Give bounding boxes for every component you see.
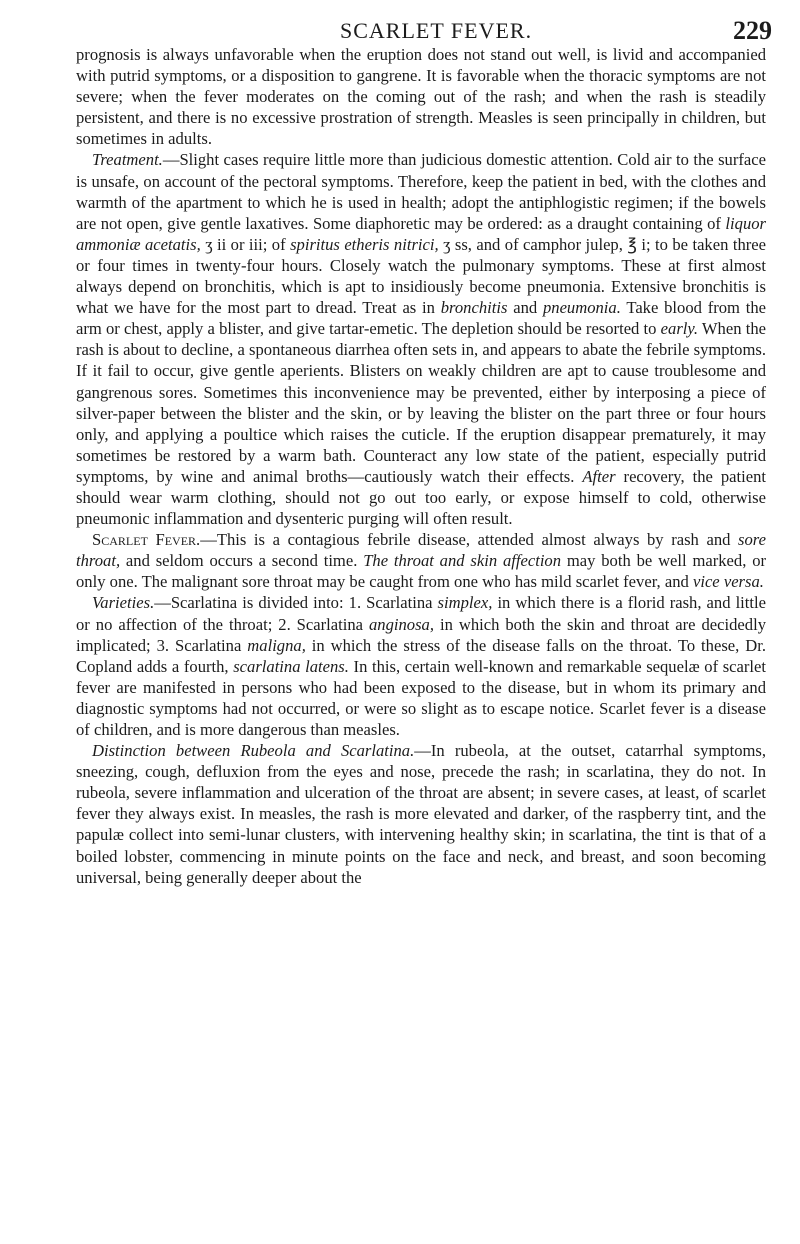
distinction-paragraph: Distinction between Rubeola and Scarlatina.—In rubeola, at the outset, catarrhal symptoms, sneezing, cough, defluxion from the eyes and nose, precede the rash; in scarlatina, they do not. In rubeola, severe inflammation and ulceration of the throat are absent; in severe cases, at least, of scarlet fever they always exist. In measles, the rash is more elevated and darker, of the raspberry tint, and the papulæ collect into semi-lunar clusters, with intervening healthy skin; in scarlatina, the tint is that of a boiled lobster, commencing in minute points on the face and neck, and breast, and soon becoming universal, being generally deeper about the [76, 741, 766, 887]
section-label-scarlet-fever: Scarlet Fever. [92, 530, 201, 550]
treatment-paragraph: Treatment.—Slight cases require little more than judicious domestic attention. Cold air to the surface is unsafe, on account of the pectoral symptoms. Therefore, keep the patient in bed, with the clothes and warmth of the apartment to which he is used in health; adopt the antiphlogistic regimen; if the bowels are not open, give gentle laxatives. Some diaphoretic may be ordered: as a draught containing of liquor ammoniæ acetatis, ʒ ii or iii; of spiritus etheris nitrici, ʒ ss, and of camphor julep, ℥ i; to be taken three or four times in twenty-four hours. Closely watch the pulmonary symptoms. These at first almost always depend on bronchitis, which is apt to insidiously become pneumonia. Extensive bronchitis is what we have for the most part to dread. Treat as in bronchitis and pneumonia. Take blood from the arm or chest, apply a blister, and give tartar-emetic. The depletion should be resorted to early. When the rash is about to decline, a spontaneous diarrhea often sets in, and appears to abate the febrile symptoms. If it fail to occur, give gentle aperients. Blisters on weakly children are apt to cause troublesome and gangrenous sores. Sometimes this inconvenience may be prevented, either by interposing a piece of silver-paper between the blister and the skin, or by leaving the blister on the part three or four hours only, and applying a poultice which raises the cuticle. If the eruption disappear prematurely, it may sometimes be restored by a warm bath. Counteract any low state of the patient, especially putrid symptoms, by wine and animal broths—cautiously watch their effects. After recovery, the patient should wear warm clothing, should not go out too early, or expose himself to cold, otherwise pneumonic inflammation and dysenteric purging will often result. [76, 150, 767, 529]
section-label-distinction: Distinction between Rubeola and Scarlatina. [92, 741, 415, 761]
running-head [0, 10, 800, 44]
prognosis-paragraph: prognosis is always unfavorable when the eruption does not stand out well, is livid and accompanied with putrid symptoms, or a disposition to gangrene. It is favorable when the thoracic symptoms are not severe; when the fever moderates on the coming out of the rash; and when the rash is steadily persistent, and there is no excessive prostration of strength. Measles is seen principally in children, but sometimes in adults. [76, 45, 766, 149]
running-title: SCARLET FEVER. [340, 18, 533, 43]
scarlet-fever-paragraph: Scarlet Fever.—This is a contagious febrile disease, attended almost always by rash and sore throat, and seldom occurs a second time. The throat and skin affection may both be well marked, or only one. The malignant sore throat may be caught from one who has mild scarlet fever, and vice versa. [76, 530, 767, 592]
varieties-paragraph: Varieties.—Scarlatina is divided into: 1. Scarlatina simplex, in which there is a florid rash, and little or no affection of the throat; 2. Scarlatina anginosa, in which both the skin and throat are decidedly implicated; 3. Scarlatina maligna, in which the stress of the disease falls on the throat. To these, Dr. Copland adds a fourth, scarlatina latens. In this, certain well-known and remarkable sequelæ of scarlet fever are manifested in persons who had been exposed to the disease, but in whom its primary and diagnostic symptoms had not occurred, or were so slight as to escape notice. Scarlet fever is a disease of children, and is more dangerous than measles. [76, 593, 767, 739]
page-number: 229 [733, 16, 772, 45]
section-label-varieties: Varieties. [92, 593, 155, 613]
section-label-treatment: Treatment. [92, 150, 163, 170]
body-text [76, 44, 766, 888]
